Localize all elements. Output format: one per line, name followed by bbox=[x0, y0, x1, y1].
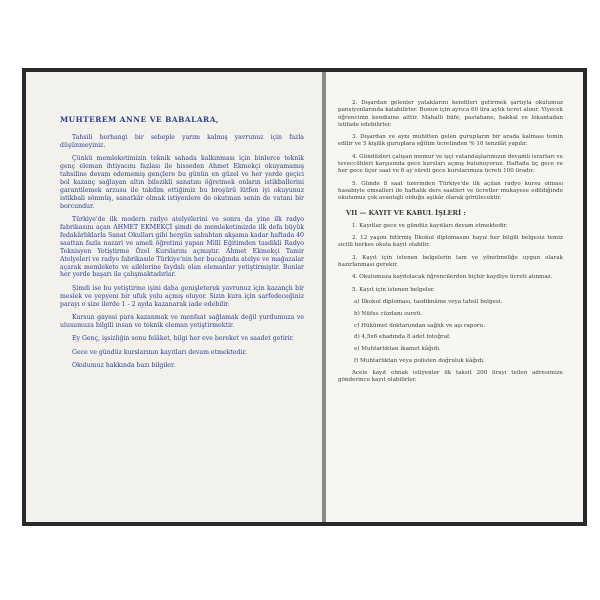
closing-paragraph: Acele kayıt olmak istiyenler ilk taksit 200 lirayı teilen adresimize gönderince kayıt olabilirler. bbox=[338, 369, 563, 384]
right-page bbox=[326, 72, 583, 522]
document-item-e: e) Muhtarlıktan ikamet kâğıdı. bbox=[354, 346, 441, 353]
registration-item-1: 1. Kayıtlar gece ve gündüz kayıtları devam etmektedir. bbox=[352, 222, 508, 229]
registration-item-4: 4. Okulumuza kaydolacak öğrencilerden hiçbir kaydiye ücreti alınmaz. bbox=[352, 274, 553, 281]
document-item-c: c) Hükümet doktarundan sağlık ve aşı raporu. bbox=[354, 322, 485, 329]
left-page-text bbox=[60, 116, 304, 374]
paragraph-motto: Ey Genç, işsizliğin sonu felâket, bilgi her eve bereket ve saadet getirir. bbox=[72, 335, 294, 343]
greeting-heading: MUHTEREM ANNE VE BABALARA, bbox=[60, 115, 220, 124]
paragraph-enrollment: Gece ve gündüz kurslarının kayıtları devam etmektedir. bbox=[72, 348, 247, 356]
section-title: VII — KAYIT VE KABUL İŞLERİ : bbox=[346, 208, 466, 217]
registration-item-5: 5. Kayıt için istenen belgeler. bbox=[352, 286, 435, 293]
registration-item-2: 2. 12 yaşını bitirmiş İlkokul diplomasını hayız her bilgili belgesiz temiz sicilli herkes okula kayıt olabilir. bbox=[338, 235, 563, 249]
right-page-text bbox=[338, 100, 563, 389]
paragraph-item-2: 2. Dışardan gelenler yataklarını kendileri getirmek şartıyla okulumuz pansiyonlarında kalabilirler. Bunun için ayrıca 60 lira aylık ücret alınır. Yiyecek öğrencinin kendisine aittir. Mahalli büfe, pastahane, bakkal ve lokantadan istifade edebilirler. bbox=[338, 100, 563, 128]
paragraph-opportunity: Şimdi ise bu yetiştirme işini daha genişleterek yavrunuz için kazançlı bir meslek ve yepyeni bir ufuk yolu açmış oluyor. Sizin kura için sarfedeceğiniz parayı o size ilerde 1 - 2 ayda kazanarak iade edebilir. bbox=[60, 284, 304, 308]
document-item-f: f) Muhtarlıktan veya polisten doğruluk kâğıdı. bbox=[354, 357, 485, 364]
paragraph-info: Okulumuz hakkında bazı bilgiler. bbox=[72, 362, 176, 370]
paragraph-intro: Tahsili herhangi bir sebeple yarım kalmış yavrunuz için fazla düşünmeyiniz. bbox=[60, 133, 304, 149]
paragraph-purpose: Çünkü memleketimizin teknik sahada kalkınması için binlerce teknik genç eleman ihtiyacını fazlası ile hisseden Ahmet Ekmekçi okuyamamış tahsiline devam edememiş gençlere bu günün en güzel ve her yerde geçici bol kazanç sağlayan altın bilezikli sanatını öğretmek onların istikballerini garantilemek arzusu ile takdim ettiğimiz bu broşürü lütfen iyi okuyunuz istikbali sönmüş, sanatkâr olmak istiyenlere de okutman senin de vatani bir borcundur. bbox=[60, 155, 304, 210]
paragraph-item-4: 4. Gündüzleri çalışan memur ve işçi vatandaşlarımızın devamlı ısrarları ve teveccühleri karşısında gece kursları açmış bulunuyoruz. Haftada üç gece ve her gece üçer saat ve 6 ay süreli gece kurslarımıza ücreti 100 liradır. bbox=[338, 153, 563, 175]
paragraph-goal: Kursun gayesi para kazanmak ve menfaat sağlamak değil yurdumuza ve ulusumuza bilgili insan ve teknik eleman yetiştirmektir. bbox=[60, 314, 304, 329]
document-item-a: a) İlkokul diploması, tasdiknâme veya tahsil belgesi. bbox=[354, 298, 503, 305]
paragraph-history: Türkiye'de ilk modern radyo atelyelerini ve sonra da yine ilk radyo fabrikasını açan AHMET EKMEKÇİ şimdi de memleketimizde ilk defa büyük fedakârlıklarla Sanat Okulları gibi hergün sabahtan akşama kadar haftada 40 saattan fazla nazari ve ameli öğretimi yapan Millî Eğitimden tasdikli Radyo Teknisyen Yetiştirme Özel Kurslarını açmıştır. Ahmet Ekmekçi Tamir Atelyeleri ve radyo fabrikasıle Türkiye'nin her bucağında atelye ve mağazalar açarak memlekete ve ailelerine faydalı olan elemanlar yetiştirmiştir. Bunlar her yerde başarı ile çalışmaktadırlar. bbox=[60, 216, 304, 279]
document-item-b: b) Nüfus cüzdanı sureti. bbox=[354, 310, 423, 317]
paragraph-item-5: 5. Günde 8 saat üzerinden Türkiye'de ilk açılan radyo kursu olması hasabiyle emsalleri ile haftalık ders saatleri ve ücretler mukayese edildiğinde okulumuz çok avantajlı olduğu aşikâr olarak görülecektir. bbox=[338, 180, 563, 202]
registration-item-3: 3. Kayıt için istenen belgelerin tam ve yönetmeliğe uygun olarak hazırlanması gerekir. bbox=[338, 254, 563, 269]
left-page bbox=[26, 72, 322, 522]
paragraph-item-3: 3. Dışardan ve aynı muhitten gelen gurupların bir arada kalması temin edilir ve 5 kişilik guruplara eğitim ücretinden % 10 tenzilât yapılır. bbox=[338, 134, 563, 148]
document-item-d: d) 4,5x6 ebadında 8 adet fotoğraf. bbox=[354, 334, 451, 341]
